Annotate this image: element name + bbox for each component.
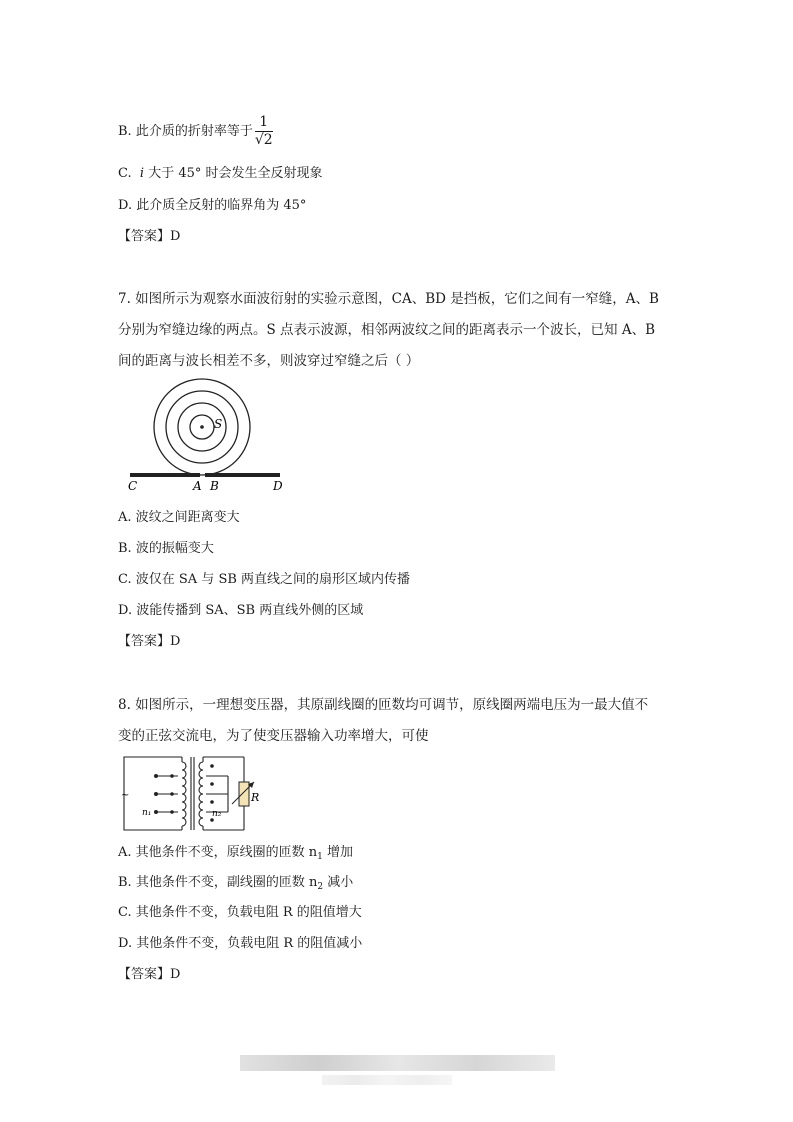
secondary-coil — [199, 762, 203, 826]
transformer-figure — [120, 754, 272, 834]
barrier-bd — [205, 473, 280, 477]
blurred-footer-watermark — [240, 1055, 555, 1071]
q7-stem-line1: 7. 如图所示为观察水面波衍射的实验示意图，CA、BD 是挡板，它们之间有一窄缝，A、B — [118, 291, 659, 307]
wave-diffraction-figure — [120, 378, 290, 496]
primary-coil — [182, 762, 186, 826]
label-n2: n₂ — [212, 809, 222, 819]
q6-option-c: C. i 大于 45° 时会发生全反射现象 — [118, 166, 323, 181]
q8-answer: 【答案】D — [118, 967, 181, 982]
variable-resistor — [239, 782, 249, 806]
q7-option-d: D. 波能传播到 SA、SB 两直线外侧的区域 — [118, 603, 364, 618]
label-c: C — [128, 479, 138, 493]
barrier-ca — [130, 473, 200, 477]
q7-option-c: C. 波仅在 SA 与 SB 两直线之间的扇形区域内传播 — [118, 572, 411, 587]
fraction-one-over-root2: $\frac{1}{√2}$ — [254, 114, 273, 148]
label-a: A — [193, 479, 202, 493]
label-b: B — [210, 479, 219, 493]
q6-option-b — [118, 114, 273, 149]
q8-option-a: A. 其他条件不变，原线圈的匝数 $n_1$ 增加 — [118, 845, 354, 862]
q6-answer: 【答案】D — [118, 229, 181, 244]
ac-source-symbol: ~ — [121, 790, 130, 801]
q8-stem-line2: 变的正弦交流电，为了使变压器输入功率增大，可使 — [118, 728, 429, 744]
label-n1: n₁ — [142, 808, 152, 818]
q8-option-c: C. 其他条件不变，负载电阻 R 的阻值增大 — [118, 905, 362, 920]
q7-option-a: A. 波纹之间距离变大 — [118, 510, 240, 525]
q7-answer: 【答案】D — [118, 634, 181, 649]
label-r: R — [251, 791, 260, 804]
q7-option-b: B. 波的振幅变大 — [118, 541, 214, 556]
label-d: D — [273, 479, 283, 493]
source-point — [200, 425, 204, 429]
blurred-footer-watermark-2 — [322, 1075, 452, 1085]
q8-stem-line1: 8. 如图所示，一理想变压器，其原副线圈的匝数均可调节，原线圈两端电压为一最大值不 — [118, 697, 649, 713]
q8-option-b: B. 其他条件不变，副线圈的匝数 $n_2$ 减小 — [118, 875, 354, 892]
q6-option-b-text: B. 此介质的折射率等于 — [118, 124, 253, 139]
q7-stem-line2: 分别为窄缝边缘的两点。S 点表示波源，相邻两波纹之间的距离表示一个波长，已知 A、B — [118, 322, 655, 338]
q7-stem-line3: 间的距离与波长相差不多，则波穿过窄缝之后（ ） — [118, 353, 420, 369]
label-s: S — [214, 417, 223, 431]
q6-option-d: D. 此介质全反射的临界角为 45° — [118, 198, 307, 213]
q8-option-d: D. 其他条件不变，负载电阻 R 的阻值减小 — [118, 936, 363, 951]
